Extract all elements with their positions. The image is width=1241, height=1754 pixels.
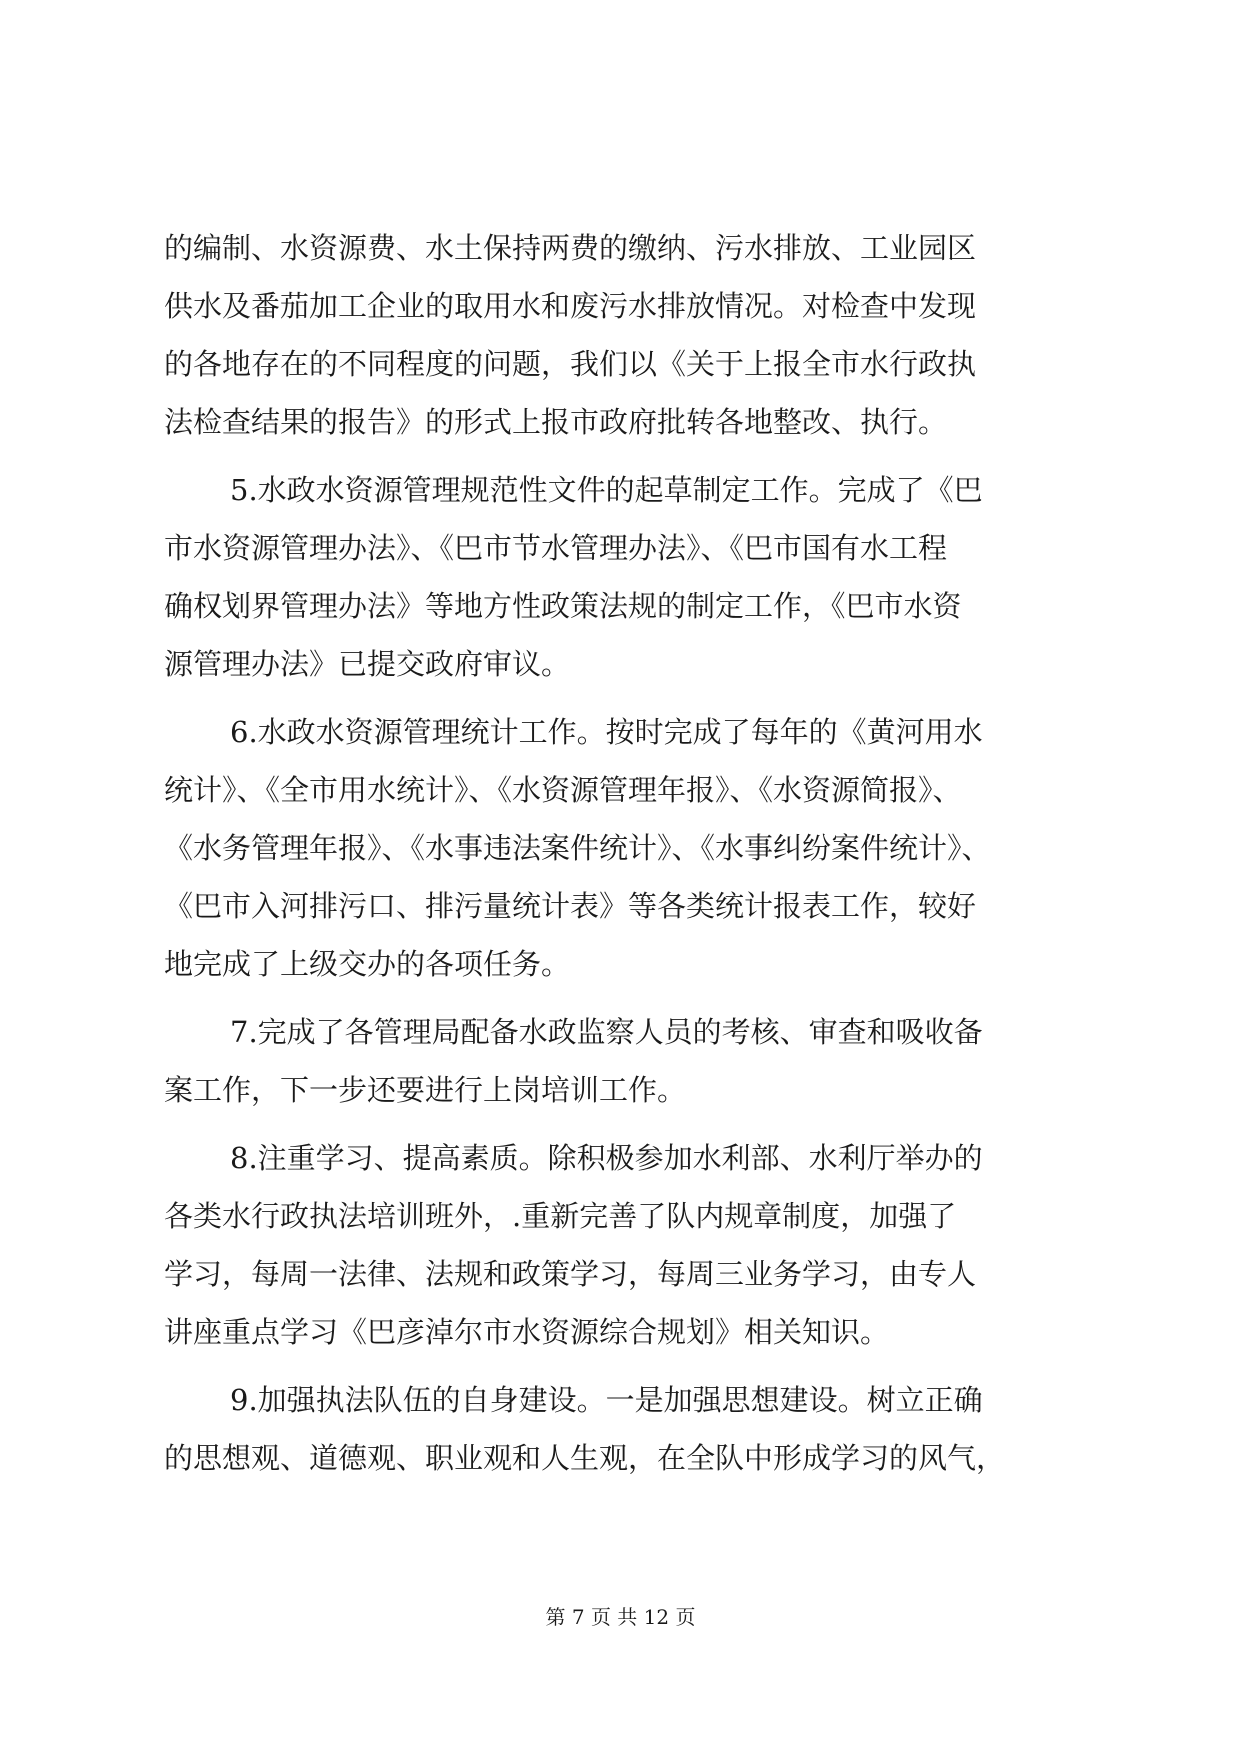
text-line: 的编制、水资源费、水土保持两费的缴纳、污水排放、工业园区 bbox=[164, 231, 977, 265]
text-line: 《巴市入河排污口、排污量统计表》等各类统计报表工作，较好 bbox=[164, 889, 977, 923]
text-line: 地完成了上级交办的各项任务。 bbox=[164, 947, 571, 981]
text-line: 的思想观、道德观、职业观和人生观，在全队中形成学习的风气， bbox=[164, 1441, 1006, 1475]
text-line: 市水资源管理办法》、《巴市节水管理办法》、《巴市国有水工程 bbox=[164, 531, 948, 565]
paragraph-start-line: 9.加强执法队伍的自身建设。一是加强思想建设。树立正确 bbox=[230, 1383, 983, 1417]
text-line: 统计》、《全市用水统计》、《水资源管理年报》、《水资源简报》、 bbox=[164, 773, 962, 807]
page-number-footer: 第 7 页 共 12 页 bbox=[545, 1605, 696, 1629]
text-line: 案工作，下一步还要进行上岗培训工作。 bbox=[164, 1073, 687, 1107]
paragraph-start-line: 6.水政水资源管理统计工作。按时完成了每年的《黄河用水 bbox=[230, 715, 983, 749]
text-line: 供水及番茄加工企业的取用水和废污水排放情况。对检查中发现 bbox=[164, 289, 977, 323]
paragraph-start-line: 5.水政水资源管理规范性文件的起草制定工作。完成了《巴 bbox=[230, 473, 983, 507]
text-line: 源管理办法》已提交政府审议。 bbox=[164, 647, 571, 681]
paragraph-start-line: 8.注重学习、提高素质。除积极参加水利部、水利厅举办的 bbox=[230, 1141, 983, 1175]
text-line: 各类水行政执法培训班外，.重新完善了队内规章制度，加强了 bbox=[164, 1199, 957, 1233]
text-line: 《水务管理年报》、《水事违法案件统计》、《水事纠纷案件统计》、 bbox=[164, 831, 991, 865]
text-line: 学习，每周一法律、法规和政策学习，每周三业务学习，由专人 bbox=[164, 1257, 977, 1291]
paragraph-start-line: 7.完成了各管理局配备水政监察人员的考核、审查和吸收备 bbox=[230, 1015, 983, 1049]
text-line: 法检查结果的报告》的形式上报市政府批转各地整改、执行。 bbox=[164, 405, 948, 439]
text-line: 的各地存在的不同程度的问题，我们以《关于上报全市水行政执 bbox=[164, 347, 977, 381]
text-line: 确权划界管理办法》等地方性政策法规的制定工作，《巴市水资 bbox=[164, 589, 962, 623]
text-line: 讲座重点学习《巴彦淖尔市水资源综合规划》相关知识。 bbox=[164, 1315, 890, 1349]
